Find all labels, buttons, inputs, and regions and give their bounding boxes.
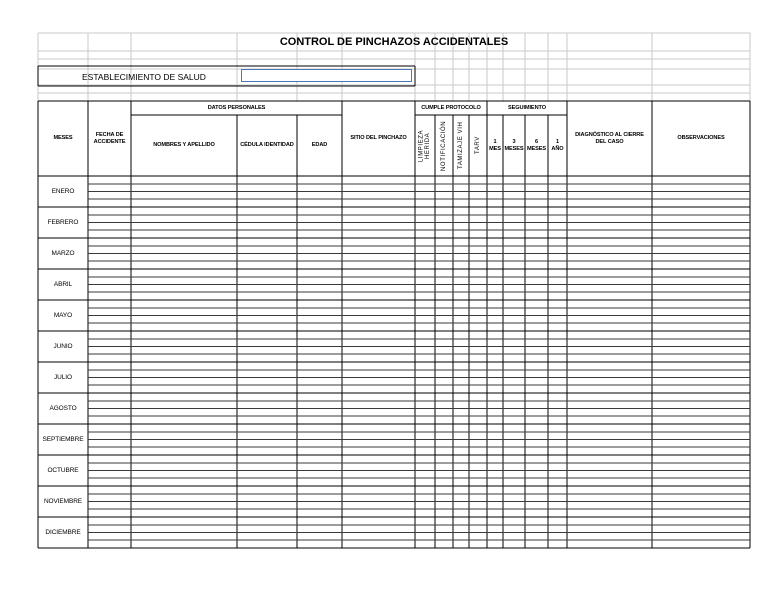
establishment-label: ESTABLECIMIENTO DE SALUD [82, 71, 206, 82]
col-cedula: CÉDULA IDENTIDAD [240, 142, 294, 148]
col-limpieza-herida: LIMPIEZA HERIDA [418, 129, 431, 162]
month-label: JULIO [54, 374, 72, 381]
col-sitio: SITIO DEL PINCHAZO [350, 135, 407, 141]
col-notificacion: NOTIFICACIÓN [440, 120, 447, 171]
col-nombres: NOMBRES Y APELLIDO [153, 142, 215, 148]
col-observaciones: OBSERVACIONES [677, 135, 725, 141]
month-label: NOVIEMBRE [43, 498, 83, 505]
month-label: ABRIL [53, 281, 73, 288]
month-label: FEBRERO [47, 219, 79, 226]
col-1-mes: 1 MES [489, 138, 501, 152]
establishment-input[interactable] [241, 69, 412, 82]
col-6-meses: 6 MESES [526, 138, 547, 152]
form-title: CONTROL DE PINCHAZOS ACCIDENTALES [279, 35, 509, 48]
col-diagnostico: DIAGNÓSTICO AL CIERRE DEL CASO [575, 131, 644, 145]
col-tarv: TARV [474, 136, 481, 155]
col-edad: EDAD [311, 142, 328, 148]
month-label: OCTUBRE [47, 467, 79, 474]
group-datos-personales: DATOS PERSONALES [207, 104, 266, 111]
month-label: ENERO [51, 188, 75, 195]
month-label: SEPTIEMBRE [42, 436, 84, 443]
group-cumple-protocolo: CUMPLE PROTOCOLO [421, 104, 481, 111]
month-label: JUNIO [53, 343, 73, 350]
col-1-ano: 1 AÑO [551, 138, 564, 152]
month-label: DICIEMBRE [45, 529, 81, 536]
col-3-meses: 3 MESES [504, 138, 524, 152]
col-tamizaje-vih: TAMIZAJE VIH [457, 121, 464, 170]
col-meses: MESES [53, 135, 73, 141]
month-label: MARZO [51, 250, 75, 257]
col-fecha-accidente: FECHA DE ACCIDENTE [93, 131, 126, 145]
group-seguimiento: SEGUIMIENTO [508, 104, 546, 111]
month-label: MAYO [53, 312, 73, 319]
month-label: AGOSTO [49, 405, 77, 412]
